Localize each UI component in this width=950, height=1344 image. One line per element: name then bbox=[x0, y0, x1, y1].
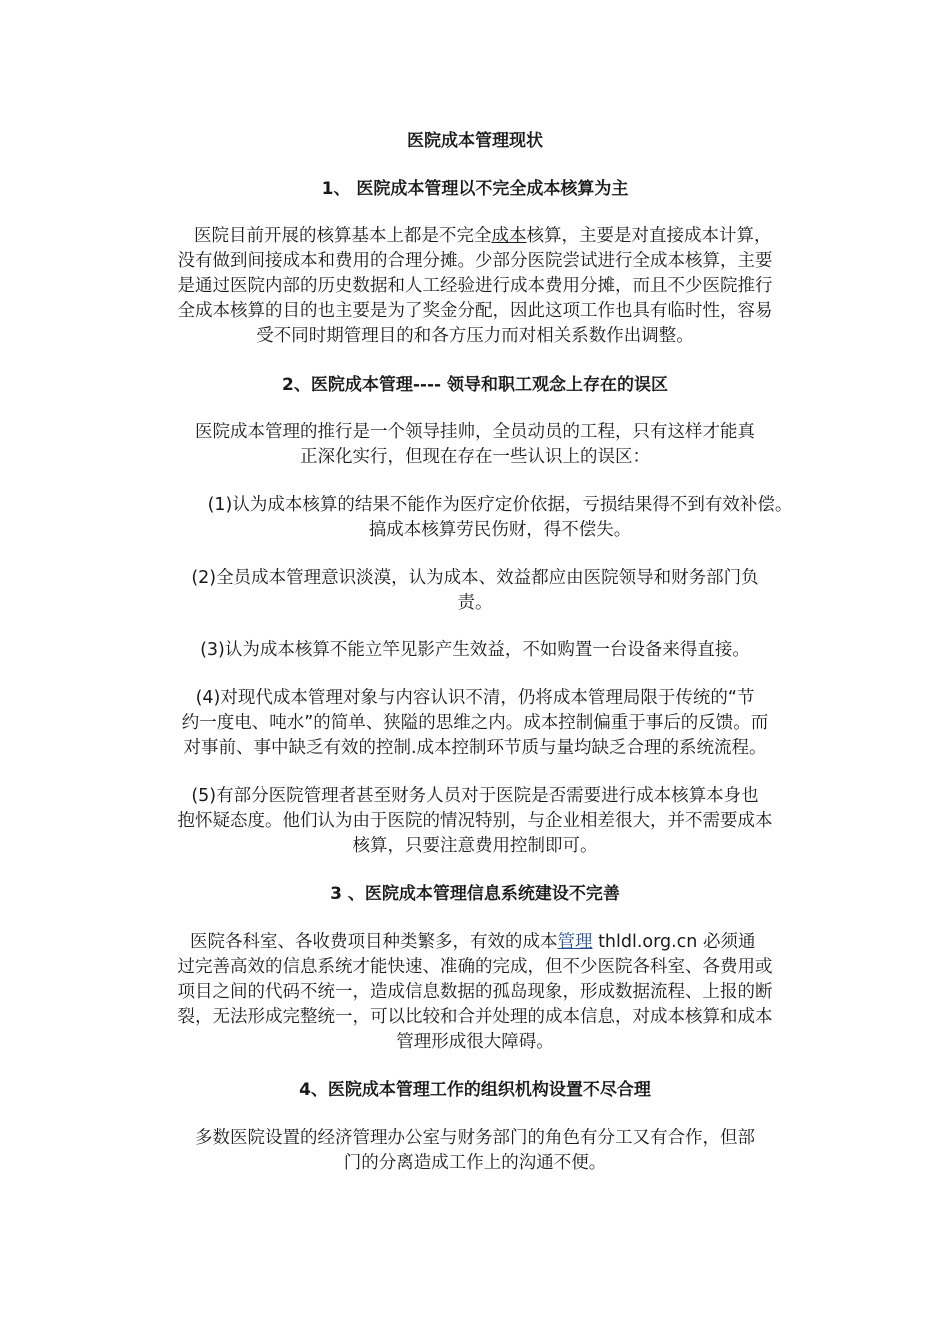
section-1-paragraph bbox=[140, 224, 810, 349]
section-2-item-4 bbox=[140, 686, 810, 761]
section-1-line-3: 是通过医院内部的历史数据和人工经验进行成本费用分摊，而且不少医院推行 bbox=[177, 276, 773, 296]
section-3-line-1 bbox=[140, 930, 810, 955]
section-1-line-5: 受不同时期管理目的和各方压力而对相关系数作出调整。 bbox=[256, 326, 694, 346]
section-2-item-1 bbox=[150, 493, 850, 543]
section-1-line-2: 没有做到间接成本和费用的合理分摊。少部分医院尝试进行全成本核算，主要 bbox=[177, 251, 773, 271]
item-4-line-3: 对事前、事中缺乏有效的控制.成本控制环节质与量均缺乏合理的系统流程。 bbox=[183, 738, 767, 758]
section-2-intro-line-1: 医院成本管理的推行是一个领导挂帅，全员动员的工程，只有这样才能真 bbox=[195, 422, 755, 442]
section-2-intro bbox=[140, 420, 810, 470]
item-5-line-1: (5)有部分医院管理者甚至财务人员对于医院是否需要进行成本核算本身也 bbox=[191, 786, 759, 806]
section-3-line-1-post: thldl.org.cn 必须通 bbox=[592, 932, 756, 952]
section-3-paragraph bbox=[140, 930, 810, 1055]
section-2-item-3 bbox=[140, 638, 810, 663]
section-3-line-5: 管理形成很大障碍。 bbox=[396, 1032, 554, 1052]
item-2-line-2: 责。 bbox=[457, 593, 493, 613]
section-1-heading: 1、 医院成本管理以不完全成本核算为主 bbox=[321, 179, 629, 199]
section-1-line-4: 全成本核算的目的也主要是为了奖金分配，因此这项工作也具有临时性，容易 bbox=[177, 301, 773, 321]
item-5-line-3: 核算，只要注意费用控制即可。 bbox=[352, 836, 598, 856]
item-2-line-1: (2)全员成本管理意识淡漠，认为成本、效益都应由医院领导和财务部门负 bbox=[191, 568, 759, 588]
item-5-line-2: 抱怀疑态度。他们认为由于医院的情况特别，与企业相差很大，并不需要成本 bbox=[177, 811, 773, 831]
section-2-heading: 2、医院成本管理---- 领导和职工观念上存在的误区 bbox=[282, 375, 668, 395]
item-1-line-2: 搞成本核算劳民伤财，得不偿失。 bbox=[368, 520, 632, 540]
section-1-line-1 bbox=[140, 224, 810, 249]
cost-underlined-text: 成本 bbox=[491, 226, 527, 246]
section-2-item-2 bbox=[140, 566, 810, 616]
item-4-line-2: 约一度电、吨水”的简单、狭隘的思维之内。成本控制偏重于事后的反馈。而 bbox=[181, 713, 769, 733]
item-4-line-1: (4)对现代成本管理对象与内容认识不清，仍将成本管理局限于传统的“节 bbox=[195, 688, 755, 708]
section-3-line-3: 项目之间的代码不统一，造成信息数据的孤岛现象，形成数据流程、上报的断 bbox=[177, 982, 773, 1002]
section-2-item-5 bbox=[140, 784, 810, 859]
section-3-line-1-pre: 医院各科室、各收费项目种类繁多，有效的成本 bbox=[190, 932, 558, 952]
section-4-line-2: 门的分离造成工作上的沟通不便。 bbox=[343, 1153, 607, 1173]
section-3-heading: 3 、医院成本管理信息系统建设不完善 bbox=[330, 884, 620, 904]
section-1-line-1-post: 核算，主要是对直接成本计算， bbox=[526, 226, 772, 246]
section-1-line-1-pre: 医院目前开展的核算基本上都是不完全 bbox=[194, 226, 492, 246]
section-3-line-2: 过完善高效的信息系统才能快速、准确的完成，但不少医院各科室、各费用或 bbox=[177, 957, 773, 977]
section-4-paragraph bbox=[140, 1126, 810, 1176]
item-3-line-1: (3)认为成本核算不能立竿见影产生效益，不如购置一台设备来得直接。 bbox=[200, 640, 750, 660]
document-title: 医院成本管理现状 bbox=[407, 131, 543, 151]
section-4-line-1: 多数医院设置的经济管理办公室与财务部门的角色有分工又有合作，但部 bbox=[195, 1128, 755, 1148]
section-3-line-4: 裂，无法形成完整统一，可以比较和合并处理的成本信息，对成本核算和成本 bbox=[177, 1007, 773, 1027]
item-1-line-1: (1)认为成本核算的结果不能作为医疗定价依据，亏损结果得不到有效补偿。 bbox=[207, 495, 793, 515]
management-link[interactable]: 管理 bbox=[557, 932, 593, 952]
section-2-intro-line-2: 正深化实行，但现在存在一些认识上的误区： bbox=[300, 447, 650, 467]
section-4-heading: 4、医院成本管理工作的组织机构设置不尽合理 bbox=[299, 1080, 651, 1100]
